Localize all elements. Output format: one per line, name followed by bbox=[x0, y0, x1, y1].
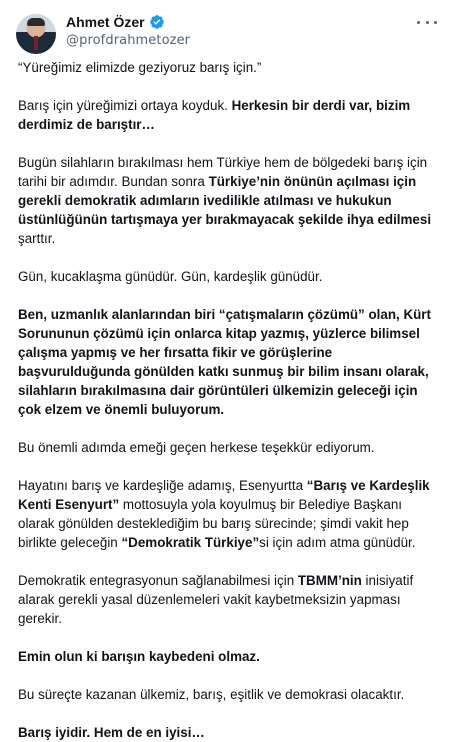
author-handle[interactable]: @profdrahmetozer bbox=[66, 33, 191, 48]
bold-text: Türkiye’nin önünün açılması için gerekli demokratik adımların ivedilikle atılması ve hukukun üstünlüğünün tartışmaya yer bırakmayacak şekilde ihya edilmesi bbox=[18, 174, 432, 227]
text: Bu önemli adımda emeği geçen herkese teşekkür ediyorum. bbox=[18, 440, 375, 455]
text: “Yüreğimiz elimizde geziyoruz barış için.” bbox=[18, 60, 262, 75]
paragraph-11 bbox=[18, 723, 433, 742]
text: Gün, kucaklaşma günüdür. Gün, kardeşlik günüdür. bbox=[18, 269, 323, 284]
avatar[interactable] bbox=[16, 14, 56, 54]
text: mottosuyla yola koyulmuş bir Belediye Başkanı olarak gönülden desteklediğim bu barış sürecinde; şimdi vakit hep birlikte geleceğin bbox=[18, 497, 409, 550]
paragraph-2 bbox=[18, 96, 433, 134]
text: Demokratik entegrasyonun sağlanabilmesi için bbox=[18, 573, 298, 588]
text: Bu süreçte kazanan ülkemiz, barış, eşitlik ve demokrasi olacaktır. bbox=[18, 687, 405, 702]
text: inisiyatif alarak gerekli yasal düzenlemeleri vakit kaybetmeksizin yapması gerekir. bbox=[18, 573, 414, 626]
verified-badge-icon bbox=[149, 14, 165, 30]
avatar-hair bbox=[27, 18, 45, 26]
tweet-text bbox=[0, 48, 451, 742]
text: Barış için yüreğimizi ortaya koyduk. bbox=[18, 98, 232, 113]
more-options-icon[interactable] bbox=[417, 14, 437, 30]
bold-text: Ben, uzmanlık alanlarından biri “çatışmaların çözümü” olan, Kürt Sorununun çözümü için onlarca kitap yazmış, yüzlerce bilimsel çalışma yapmış ve her fırsatta fikir ve görüşlerine başvurulduğunda gönülden katkı sunmuş bir bilim insanı olarak, silahların bırakılmasına dair görüntüleri ülkemizin geleceği için çok elzem ve önemli buluyorum. bbox=[18, 307, 431, 417]
bold-text: “Barış ve Kardeşlik Kenti Esenyurt” bbox=[18, 478, 430, 512]
dot bbox=[417, 21, 420, 24]
text: şarttır. bbox=[18, 231, 56, 246]
bold-text: Emin olun ki barışın kaybedeni olmaz. bbox=[18, 649, 260, 664]
paragraph-4 bbox=[18, 267, 433, 286]
tweet-header bbox=[0, 8, 451, 48]
author-name[interactable]: Ahmet Özer bbox=[66, 14, 145, 30]
paragraph-10 bbox=[18, 685, 433, 704]
paragraph-1 bbox=[18, 58, 433, 77]
bold-text: “Demokratik Türkiye” bbox=[121, 535, 260, 550]
name-row bbox=[66, 13, 190, 31]
text: Bugün silahların bırakılması hem Türkiye hem de bölgedeki barış için tarihi bir adımdır. Bundan sonra bbox=[18, 155, 428, 189]
paragraph-3 bbox=[18, 153, 433, 248]
avatar-tie bbox=[34, 36, 38, 50]
paragraph-8 bbox=[18, 571, 433, 628]
bold-text: TBMM’nin bbox=[297, 573, 362, 588]
paragraph-9 bbox=[18, 647, 433, 666]
dot bbox=[434, 21, 437, 24]
author-block bbox=[66, 13, 190, 48]
text: Hayatını barış ve kardeşliğe adamış, Esenyurtta bbox=[18, 478, 307, 493]
bold-text: Barış iyidir. Hem de en iyisi… bbox=[18, 725, 205, 740]
paragraph-5 bbox=[18, 305, 433, 419]
bold-text: Herkesin bir derdi var, bizim derdimiz de barıştır… bbox=[18, 98, 411, 132]
dot bbox=[426, 21, 429, 24]
paragraph-7 bbox=[18, 476, 433, 552]
paragraph-6 bbox=[18, 438, 433, 457]
text: si için adım atma günüdür. bbox=[259, 535, 416, 550]
